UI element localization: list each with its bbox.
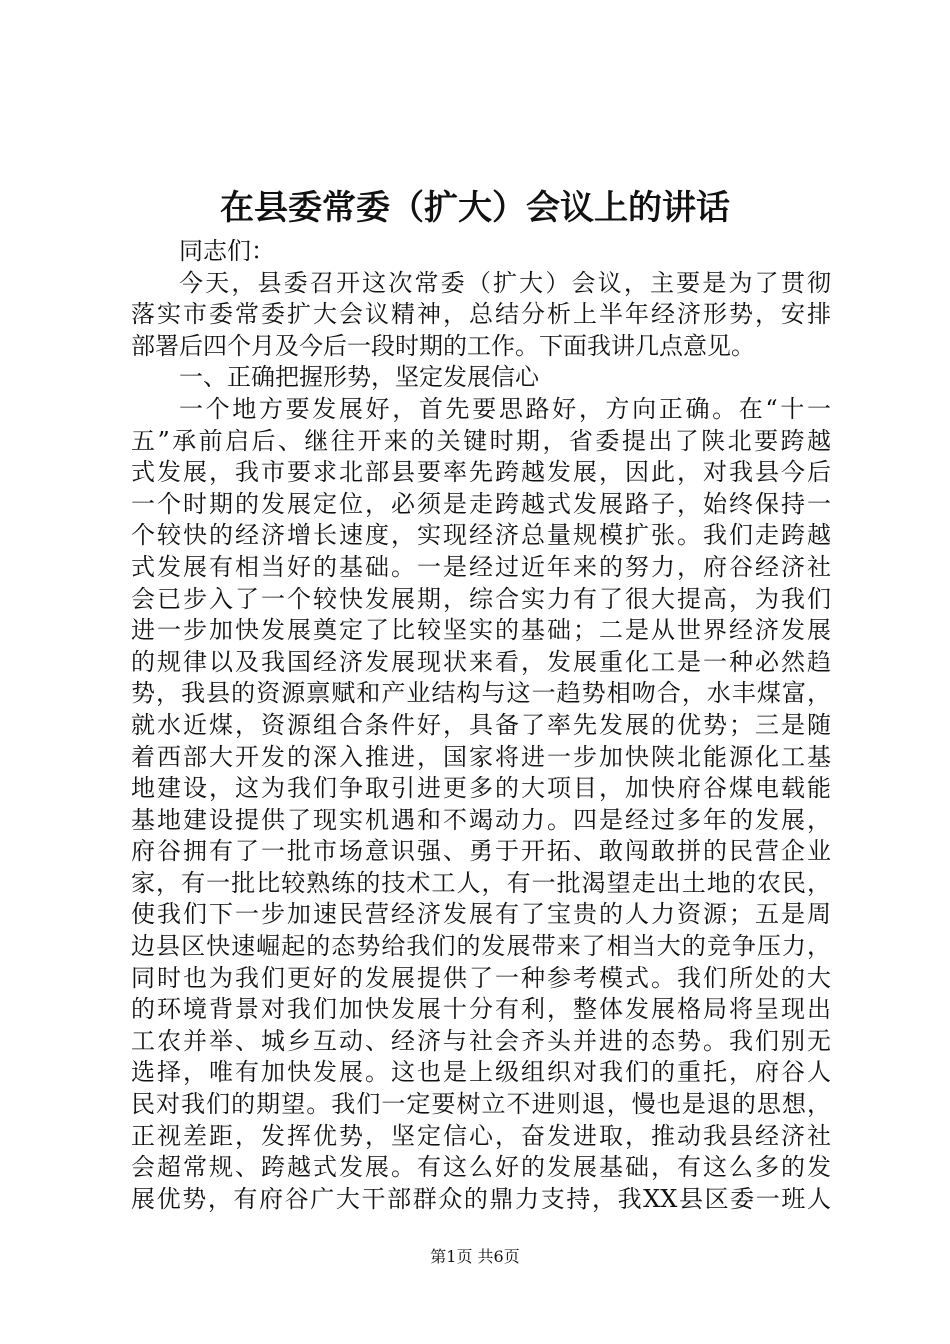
body-line: 会超常规、跨越式发展。有这么好的发展基础，有这么多的发 [131, 1153, 831, 1182]
body-line: 一个时期的发展定位，必须是走跨越式发展路子，始终保持一 [131, 489, 831, 518]
document-title: 在县委常委（扩大）会议上的讲话 [220, 188, 730, 228]
body-line: 的环境背景对我们加快发展十分有利，整体发展格局将呈现出 [131, 995, 831, 1024]
body-line: 的规律以及我国经济发展现状来看，发展重化工是一种必然趋 [131, 647, 831, 676]
body-line: 选择，唯有加快发展。这也是上级组织对我们的重托，府谷人 [131, 1058, 831, 1087]
body-line: 势，我县的资源禀赋和产业结构与这一趋势相吻合，水丰煤富， [131, 679, 831, 708]
body-line: 就水近煤，资源组合条件好，具备了率先发展的优势；三是随 [131, 710, 831, 739]
body-line: 今天，县委召开这次常委（扩大）会议，主要是为了贯彻 [179, 268, 831, 297]
body-line: 同时也为我们更好的发展提供了一种参考模式。我们所处的大 [131, 963, 831, 992]
body-line: 正视差距，发挥优势，坚定信心，奋发进取，推动我县经济社 [131, 1121, 831, 1150]
body-line: 展优势，有府谷广大干部群众的鼎力支持，我XX县区委一班人 [131, 1184, 831, 1213]
body-line: 一、正确把握形势，坚定发展信心 [179, 363, 539, 392]
body-line: 着西部大开发的深入推进，国家将进一步加快陕北能源化工基 [131, 742, 831, 771]
body-line: 式发展，我市要求北部县要率先跨越发展，因此，对我县今后 [131, 458, 831, 487]
body-line: 地建设，这为我们争取引进更多的大项目，加快府谷煤电载能 [131, 774, 831, 803]
body-line: 一个地方要发展好，首先要思路好，方向正确。在“十一 [179, 394, 831, 423]
body-line: 进一步加快发展奠定了比较坚实的基础；二是从世界经济发展 [131, 616, 831, 645]
body-line: 会已步入了一个较快发展期，综合实力有了很大提高，为我们 [131, 584, 831, 613]
document-body [131, 236, 831, 1215]
body-line: 基地建设提供了现实机遇和不竭动力。四是经过多年的发展， [131, 805, 831, 834]
body-line: 同志们： [179, 237, 275, 265]
body-line: 部署后四个月及今后一段时期的工作。下面我讲几点意见。 [131, 331, 755, 360]
body-line: 民对我们的期望。我们一定要树立不进则退，慢也是退的思想， [131, 1090, 831, 1119]
body-line: 个较快的经济增长速度，实现经济总量规模扩张。我们走跨越 [131, 521, 831, 550]
body-line: 落实市委常委扩大会议精神，总结分析上半年经济形势，安排 [131, 300, 831, 329]
page-number-footer: 第1页 共6页 [430, 1247, 520, 1266]
body-line: 使我们下一步加速民营经济发展有了宝贵的人力资源；五是周 [131, 900, 831, 929]
body-line: 家，有一批比较熟练的技术工人，有一批渴望走出土地的农民， [131, 868, 831, 897]
body-line: 五”承前启后、继往开来的关键时期，省委提出了陕北要跨越 [131, 426, 831, 455]
body-line: 边县区快速崛起的态势给我们的发展带来了相当大的竞争压力， [131, 932, 831, 961]
body-line: 工农并举、城乡互动、经济与社会齐头并进的态势。我们别无 [131, 1026, 831, 1055]
body-line: 式发展有相当好的基础。一是经过近年来的努力，府谷经济社 [131, 552, 831, 581]
body-line: 府谷拥有了一批市场意识强、勇于开拓、敢闯敢拼的民营企业 [131, 837, 831, 866]
